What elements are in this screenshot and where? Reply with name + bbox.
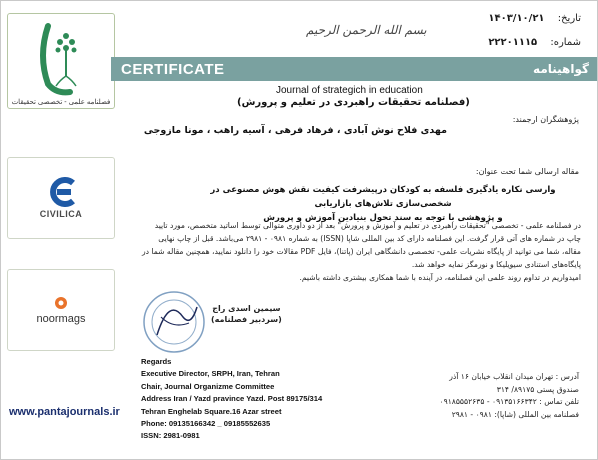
address-line1: آدرس : تهران میدان انقلاب خیابان ۱۶ آذر (449, 372, 579, 381)
address-line2: صندوق پستی ۸۹۱۷۵/ ۳۱۴ (496, 384, 579, 394)
authors-list: مهدی فلاح نوش آبادی ، فرهاد فرهی ، آسیه راهب ، مونا مازوجی (143, 125, 447, 136)
logos-column (7, 7, 115, 455)
regards-block (141, 356, 322, 443)
regards-line5: Phone: 09135166342 _ 09185552635 (141, 419, 271, 429)
journal-logo-box (7, 13, 115, 109)
civilica-text: CIVILICA (39, 209, 83, 219)
website-link[interactable]: www.pantajournals.ir (9, 406, 120, 418)
article-title-line2: و پژوهشی با توجه به سند تحول بنیادین آموزش و پرورش (263, 213, 503, 223)
number-value: ۲۲۲۰۱۱۱۵ (488, 37, 538, 48)
address-line4: فصلنامه بین المللی (شاپا): ۰۹۸۱ - ۲۹۸۱ (451, 409, 579, 419)
body-line3: مقاله، شما می توانید از پایگاه نشریات علمی- تخصصی دانشگاهی ایران (پاتنا)، فایل PDF مقالات خود را دانلود نمایید، همچنین مقاله شما در (141, 247, 581, 256)
certificate-title: CERTIFICATE (121, 60, 225, 78)
recipients-label: پژوهشگران ارجمند: (512, 115, 579, 124)
regards-line2: Chair, Journal Organizme Committee (141, 381, 275, 391)
regards-line6: ISSN: 2981-0981 (141, 431, 200, 441)
body-line5: امیدواریم در تداوم روند علمی این فصلنامه، در آینده با شما همکاری بیشتری داشته باشیم. (299, 273, 581, 282)
basmala-calligraphy: بسم الله الرحمن الرحیم (306, 23, 427, 37)
body-line2: چاپ در شماره های آتی قرار گرفت. این فصلنامه دارای کد بین المللی شاپا (ISSN) به شماره ۰۹۸۱ - ۲۹۸۱ می‌باشد. قبل از چاپ نهایی (158, 234, 581, 243)
regards-title: Regards (141, 357, 172, 366)
signatory-role: (سردبیر فصلنامه) (211, 315, 282, 324)
regards-line1: Executive Director, SRPH, Iran, Tehran (141, 369, 280, 379)
tree-logo-icon (26, 16, 96, 96)
date-line (488, 13, 581, 24)
article-label: مقاله ارسالی شما تحت عنوان: (475, 167, 579, 176)
civilica-logo-box (7, 157, 115, 239)
noormags-logo-icon (53, 295, 69, 311)
signatory (211, 303, 282, 325)
journal-name-en: Journal of strategich in education (276, 85, 423, 96)
journal-name-fa: (فصلنامه تحقیقات راهبردی در تعلیم و پرورش) (237, 97, 470, 108)
journal-logo-caption: فصلنامه علمی - تخصصی تحقیقات (11, 99, 111, 106)
date-label: تاریخ: (557, 13, 581, 24)
body-paragraph (125, 219, 581, 284)
signatory-name: سیمین اسدی راج (212, 304, 281, 313)
regards-line3: Address Iran / Yazd pravince Yazd. Post 89175/314 (141, 394, 323, 404)
date-value: ۱۴۰۳/۱۰/۲۱ (488, 13, 545, 24)
noormags-logo-box (7, 269, 115, 351)
certificate-title-fa: گواهینامه (533, 62, 589, 76)
address-block (440, 371, 579, 421)
article-title-line1: وارسی نکاره یادگیری فلسفه به کودکان درپیشرفت کیفیت نقش هوش مصنوعی در شخصی‌سازی تلاش‌های بازاریابی (210, 185, 556, 209)
address-line3: تلفن تماس : ۰۹۱۳۵۱۶۶۳۴۲ - ۰۹۱۸۵۵۵۲۶۳۵ (439, 397, 579, 407)
body-line1: در فصلنامه علمی - تخصصی "تحقیقات راهبردی در تعلیم و آموزش و پرورش" بعد از دو داوری متوالی توسط اساتید متخصص، مورد تایید (154, 221, 581, 230)
stamp-icon (139, 287, 209, 357)
number-label: شماره: (550, 37, 581, 48)
number-line (488, 37, 581, 48)
civilica-logo-icon (43, 177, 79, 207)
noormags-text: noormags (36, 313, 86, 325)
certificate-bar (111, 57, 598, 81)
body-line4: پایگاه‌های استنادی سیویلیکا و نورمگز نمایه خواهد شد. (411, 260, 581, 269)
regards-line4: Tehran Enghelab Square.16 Azar street (141, 406, 282, 416)
